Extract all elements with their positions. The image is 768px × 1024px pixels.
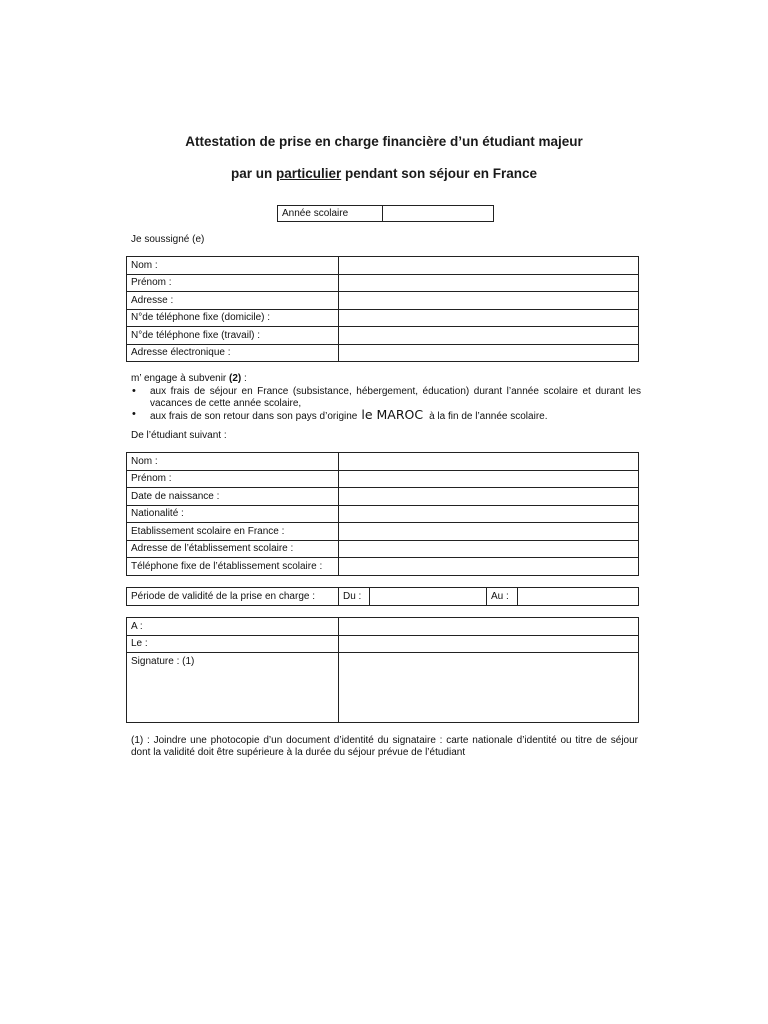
annee-scolaire-field[interactable] — [383, 206, 494, 222]
table-row — [127, 540, 639, 558]
row-label: N°de téléphone fixe (domicile) : — [127, 309, 339, 327]
tel-domicile-field[interactable] — [339, 309, 639, 327]
annee-scolaire-label: Année scolaire — [278, 206, 383, 222]
bullet2-prefix: aux frais de son retour dans son pays d’origine — [150, 411, 358, 422]
table-row — [127, 309, 639, 327]
row-label: Adresse électronique : — [127, 344, 339, 362]
table-row — [127, 653, 639, 723]
signature-label: Signature : (1) — [127, 653, 339, 723]
etudiant-label: De l’étudiant suivant : — [131, 430, 227, 441]
table-row — [127, 274, 639, 292]
validity-label: Période de validité de la prise en charge : — [127, 588, 339, 606]
row-label: Prénom : — [127, 470, 339, 488]
bullet2-suffix: à la fin de l’année scolaire. — [429, 411, 548, 422]
document-title-line2 — [0, 166, 768, 181]
table-row — [127, 588, 639, 606]
du-label: Du : — [339, 588, 370, 606]
du-date-field[interactable] — [370, 588, 487, 606]
tel-travail-field[interactable] — [339, 327, 639, 345]
adresse-etablissement-field[interactable] — [339, 540, 639, 558]
email-field[interactable] — [339, 344, 639, 362]
title-line2-suffix: pendant son séjour en France — [341, 166, 538, 181]
table-row — [127, 453, 639, 471]
row-label: Adresse : — [127, 292, 339, 310]
prenom-field[interactable] — [339, 274, 639, 292]
annee-scolaire-table — [277, 205, 494, 222]
engagement-intro-suffix: : — [241, 373, 247, 384]
row-label: Prénom : — [127, 274, 339, 292]
nationalite-field[interactable] — [339, 505, 639, 523]
row-label: Date de naissance : — [127, 488, 339, 506]
table-row — [127, 344, 639, 362]
a-label: A : — [127, 618, 339, 636]
table-row — [127, 505, 639, 523]
student-prenom-field[interactable] — [339, 470, 639, 488]
table-row — [127, 635, 639, 653]
le-field[interactable] — [339, 635, 639, 653]
signature-field[interactable] — [339, 653, 639, 723]
row-label: Nom : — [127, 453, 339, 471]
row-label: Nationalité : — [127, 505, 339, 523]
le-label: Le : — [127, 635, 339, 653]
table-row — [127, 470, 639, 488]
engagement-intro — [131, 373, 247, 384]
table-row — [127, 257, 639, 275]
table-row — [127, 618, 639, 636]
nom-field[interactable] — [339, 257, 639, 275]
table-row — [127, 558, 639, 576]
table-row — [127, 488, 639, 506]
row-label: Nom : — [127, 257, 339, 275]
table-row — [127, 327, 639, 345]
engagement-list — [131, 386, 641, 423]
a-field[interactable] — [339, 618, 639, 636]
date-naissance-field[interactable] — [339, 488, 639, 506]
signature-table — [126, 617, 639, 723]
au-date-field[interactable] — [518, 588, 639, 606]
tel-etablissement-field[interactable] — [339, 558, 639, 576]
footnote: (1) : Joindre une photocopie d’un document d’identité du signataire : carte nationale d’identité ou titre de séjour dont la validité doit être supérieure à la durée du séjour prévue de l’étudiant — [131, 735, 638, 758]
etablissement-field[interactable] — [339, 523, 639, 541]
adresse-field[interactable] — [339, 292, 639, 310]
row-label: Téléphone fixe de l’établissement scolaire : — [127, 558, 339, 576]
student-nom-field[interactable] — [339, 453, 639, 471]
table-row — [127, 292, 639, 310]
list-item — [131, 409, 641, 423]
signatory-table — [126, 256, 639, 362]
title-line2-underlined: particulier — [275, 166, 342, 181]
engagement-intro-bold: (2) — [229, 373, 242, 384]
document-title-line1: Attestation de prise en charge financière d’un étudiant majeur — [185, 134, 583, 149]
row-label: Etablissement scolaire en France : — [127, 523, 339, 541]
engagement-intro-prefix: m’ engage à subvenir — [131, 373, 230, 384]
soussigne-label: Je soussigné (e) — [131, 234, 205, 245]
row-label: N°de téléphone fixe (travail) : — [127, 327, 339, 345]
table-row — [127, 523, 639, 541]
list-item: • aux frais de séjour en France (subsistance, hébergement, éducation) durant l’année scolaire et durant les vacances de cette année scolaire, — [131, 386, 641, 409]
row-label: Adresse de l’établissement scolaire : — [127, 540, 339, 558]
au-label: Au : — [487, 588, 518, 606]
title-line2-prefix: par un — [230, 166, 276, 181]
validity-table — [126, 587, 639, 606]
handwritten-country: le MAROC — [361, 407, 424, 422]
student-table — [126, 452, 639, 576]
